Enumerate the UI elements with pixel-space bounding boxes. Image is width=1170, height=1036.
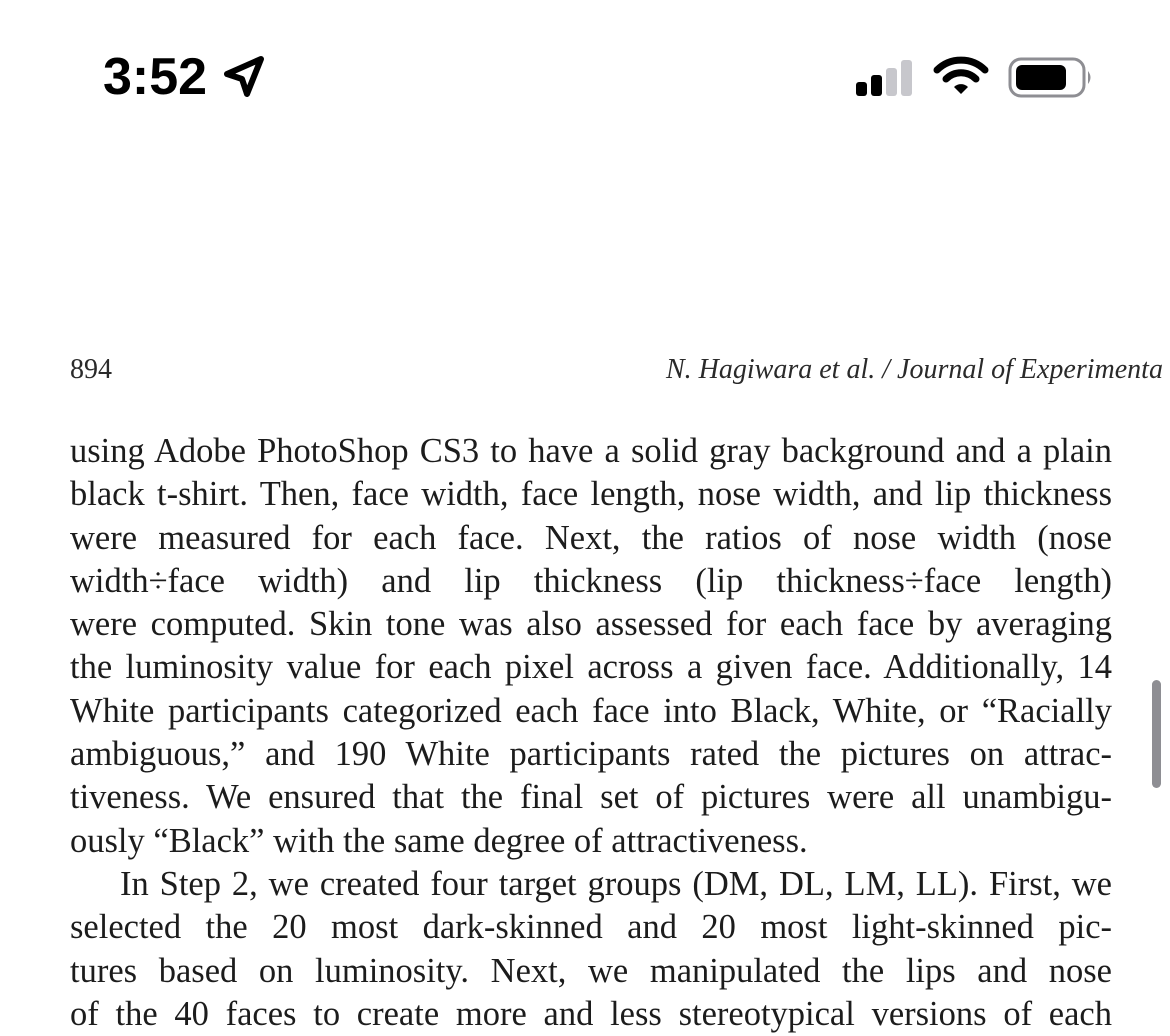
signal-bar-2 xyxy=(871,75,882,96)
text-line: black t-shirt. Then, face width, face length, nose width, and lip thickness xyxy=(70,475,1112,514)
running-head: N. Hagiwara et al. / Journal of Experimenta xyxy=(666,354,1163,385)
text-line: tures based on luminosity. Next, we manipulated the lips and nose xyxy=(70,951,1112,990)
text-line: were measured for each face. Next, the ratios of nose width (nose xyxy=(70,518,1112,557)
page-number: 894 xyxy=(70,354,112,385)
cellular-signal-icon xyxy=(856,58,916,98)
signal-bar-1 xyxy=(856,82,867,96)
text-line: ously “Black” with the same degree of attractiveness. xyxy=(70,821,808,860)
clock: 3:52 xyxy=(103,48,208,106)
text-line: selected the 20 most dark-skinned and 20 most light-skinned pic- xyxy=(70,908,1112,947)
signal-bar-4 xyxy=(901,60,912,96)
status-bar-time xyxy=(103,44,267,110)
battery-icon xyxy=(1008,57,1094,99)
document-body xyxy=(70,430,1112,1036)
text-line: ambiguous,” and 190 White participants rated the pictures on attrac- xyxy=(70,735,1112,774)
text-line: tiveness. We ensured that the final set of pictures were all unambigu- xyxy=(70,778,1112,817)
signal-bar-3 xyxy=(886,68,897,96)
page-header xyxy=(70,350,1170,390)
text-line: the luminosity value for each pixel across a given face. Additionally, 14 xyxy=(70,648,1112,687)
text-line: were computed. Skin tone was also assessed for each face by averaging xyxy=(70,605,1112,644)
location-arrow-icon xyxy=(221,54,267,100)
paragraph-2 xyxy=(70,863,1112,1036)
scroll-indicator[interactable] xyxy=(1152,680,1161,788)
paragraph-1 xyxy=(70,430,1112,863)
text-line: In Step 2, we created four target groups (DM, DL, LM, LL). First, we xyxy=(120,864,1112,903)
text-line: of the 40 faces to create more and less stereotypical versions of each xyxy=(70,994,1112,1033)
text-line: White participants categorized each face into Black, White, or “Racially xyxy=(70,691,1112,730)
text-line: width÷face width) and lip thickness (lip thickness÷face length) xyxy=(70,561,1112,600)
text-line: using Adobe PhotoShop CS3 to have a solid gray background and a plain xyxy=(70,432,1112,470)
wifi-icon xyxy=(934,57,988,97)
